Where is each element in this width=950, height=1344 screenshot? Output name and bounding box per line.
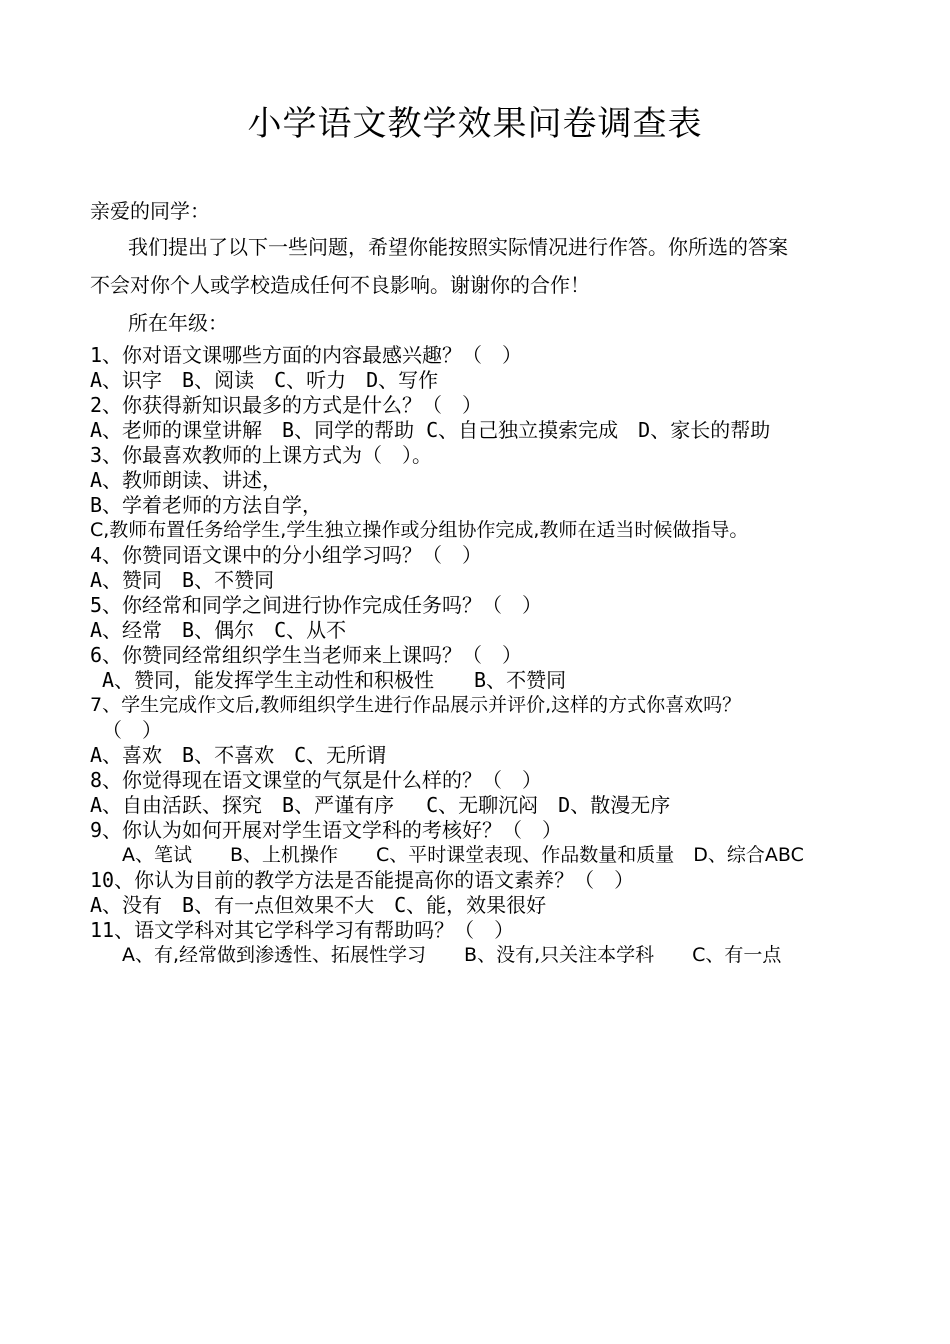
question-3-option-a: A、教师朗读、讲述， [90, 468, 283, 492]
question-7: 7、学生完成作文后,教师组织学生进行作品展示并评价,这样的方式你喜欢吗？ [90, 694, 742, 716]
question-3-option-c: C,教师布置任务给学生,学生独立操作或分组协作完成,教师在适当时候做指导。 [90, 519, 749, 541]
question-3-option-b: B、学着老师的方法自学， [90, 493, 323, 517]
question-6: 6、你赞同经常组织学生当老师来上课吗？（ ） [90, 643, 523, 667]
question-4-options: A、赞同 B、不赞同 [90, 568, 275, 592]
question-2-options: A、老师的课堂讲解 B、同学的帮助 C、自己独立摸索完成 D、家长的帮助 [90, 418, 771, 442]
intro-paragraph-line-1: 我们提出了以下一些问题，希望你能按照实际情况进行作答。你所选的答案 [128, 235, 788, 259]
intro-paragraph-line-2: 不会对你个人或学校造成任何不良影响。谢谢你的合作！ [90, 273, 590, 297]
document-title: 小学语文教学效果问卷调查表 [247, 104, 703, 144]
question-8: 8、你觉得现在语文课堂的气氛是什么样的？（ ） [90, 768, 543, 792]
question-5: 5、你经常和同学之间进行协作完成任务吗？（ ） [90, 593, 543, 617]
question-1-options: A、识字 B、阅读 C、听力 D、写作 [90, 368, 439, 392]
grade-label: 所在年级： [128, 311, 228, 335]
question-9: 9、你认为如何开展对学生语文学科的考核好？（ ） [90, 818, 563, 842]
question-7-options: A、喜欢 B、不喜欢 C、无所谓 [90, 743, 387, 767]
question-11: 11、语文学科对其它学科学习有帮助吗？（ ） [90, 918, 515, 942]
question-8-options: A、自由活跃、探究 B、严谨有序 C、无聊沉闷 D、散漫无序 [90, 793, 671, 817]
question-2: 2、你获得新知识最多的方式是什么？（ ） [90, 393, 483, 417]
question-1: 1、你对语文课哪些方面的内容最感兴趣？（ ） [90, 343, 523, 367]
question-10-options: A、没有 B、有一点但效果不大 C、能，效果很好 [90, 893, 547, 917]
question-3: 3、你最喜欢教师的上课方式为（ ）。 [90, 443, 433, 467]
question-4: 4、你赞同语文课中的分小组学习吗？（ ） [90, 543, 483, 567]
question-list [90, 343, 910, 968]
question-7-answer-parentheses: （ ） [102, 718, 162, 742]
question-6-options: A、赞同，能发挥学生主动性和积极性 B、不赞同 [102, 668, 567, 692]
greeting: 亲爱的同学： [90, 199, 210, 223]
question-9-options: A、笔试 B、上机操作 C、平时课堂表现、作品数量和质量 D、综合ABC [122, 844, 804, 866]
question-11-options: A、有,经常做到渗透性、拓展性学习 B、没有,只关注本学科 C、有一点 [122, 944, 782, 966]
question-5-options: A、经常 B、偶尔 C、从不 [90, 618, 347, 642]
question-10: 10、你认为目前的教学方法是否能提高你的语文素养？（ ） [90, 868, 635, 892]
